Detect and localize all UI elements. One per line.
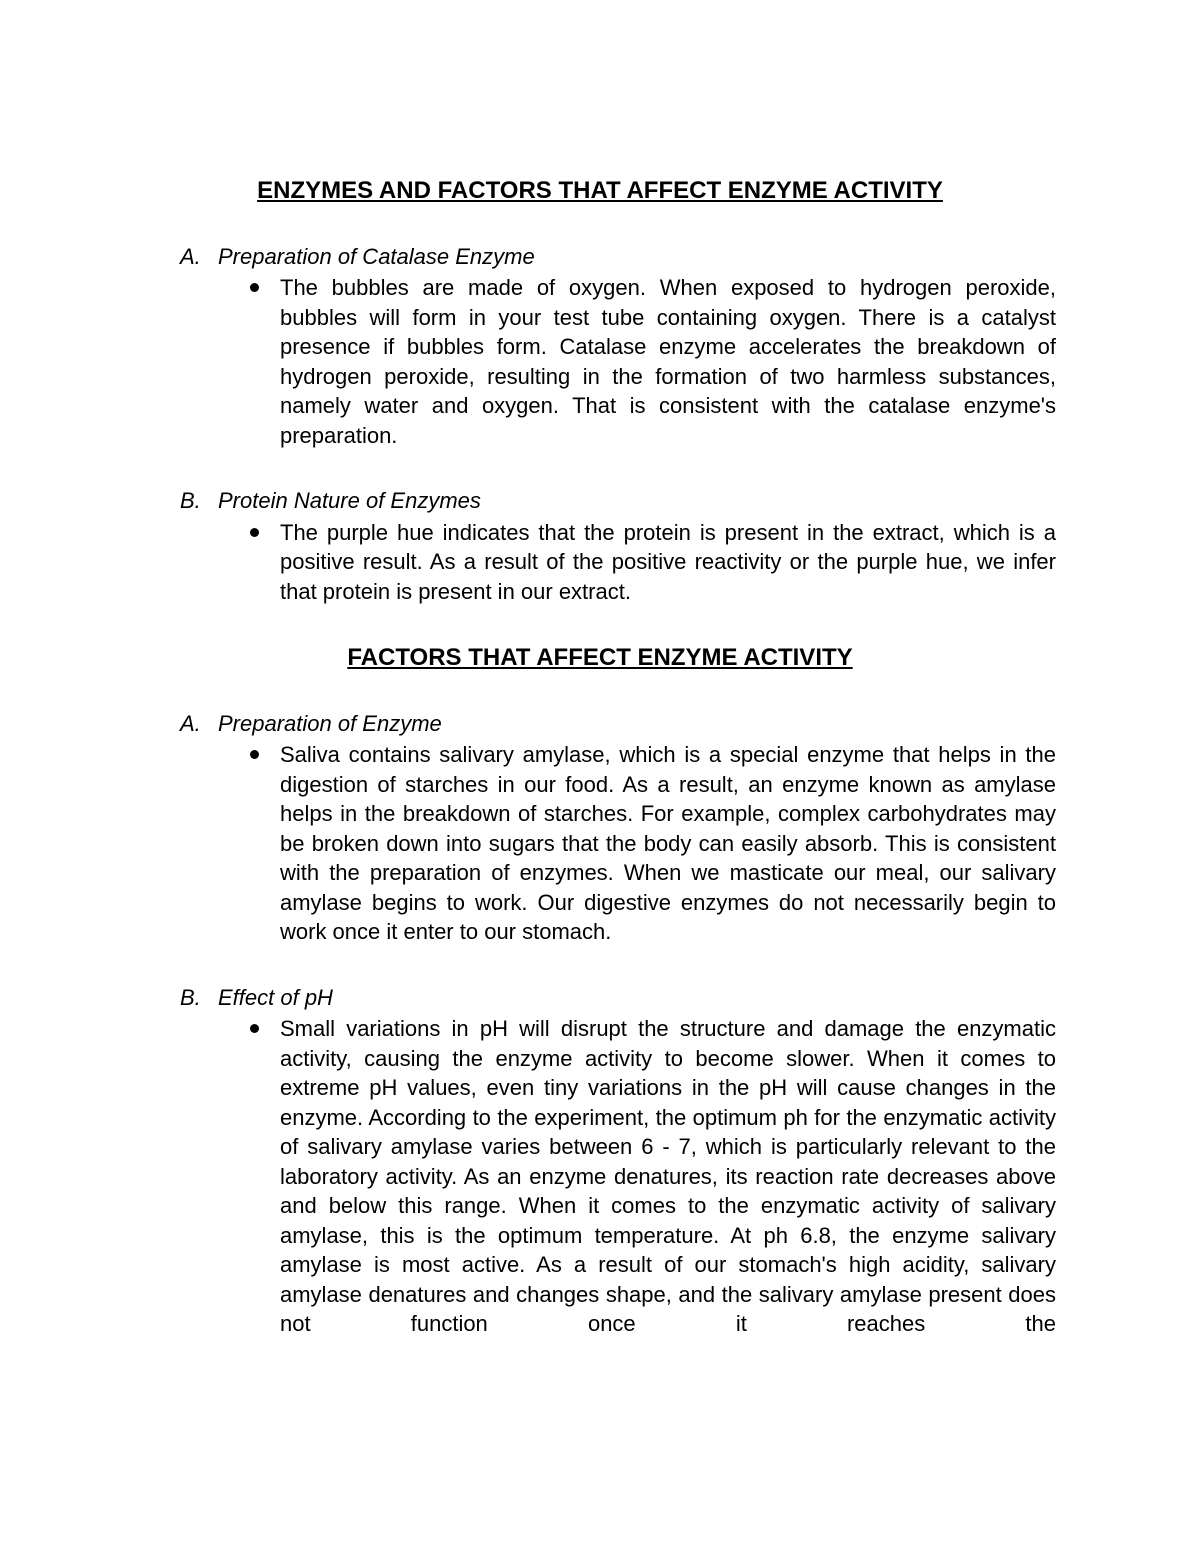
bullet-item-catalase (280, 273, 1056, 450)
bullet-paragraph: Saliva contains salivary amylase, which is a special enzyme that helps in the digestion of starches in our food. As a result, an enzyme known as amylase helps in the breakdown of starches. For example, complex carbohydrates may be broken down into sugars that the body can easily absorb. This is consistent with the preparation of enzymes. When we masticate our meal, our salivary amylase begins to work. Our digestive enzymes do not necessarily begin to work once it enter to our stomach. (280, 742, 1056, 944)
bullet-paragraph: The bubbles are made of oxygen. When exposed to hydrogen peroxide, bubbles will form in your test tube containing oxygen. There is a catalyst presence if bubbles form. Catalase enzyme accelerates the breakdown of hydrogen peroxide, resulting in the formation of two harmless substances, namely water and oxygen. That is consistent with the catalase enzyme's preparation. (280, 275, 1056, 448)
bullet-paragraph: Small variations in pH will disrupt the structure and damage the enzymatic activity, causing the enzyme activity to become slower. When it comes to extreme pH values, even tiny variations in the pH will cause changes in the enzyme. According to the experiment, the optimum ph for the enzymatic activity of salivary amylase varies between 6 - 7, which is particularly relevant to the laboratory activity. As an enzyme denatures, its reaction rate decreases above and below this range. When it comes to the enzymatic activity of salivary amylase, this is the optimum temperature. At ph 6.8, the enzyme salivary amylase is most active. As a result of our stomach's high acidity, salivary amylase denatures and changes shape, and the salivary amylase present does not function once it reaches the (280, 1016, 1056, 1336)
section-label: B. (180, 984, 201, 1010)
bullet-item-enzyme-prep (280, 740, 1056, 947)
section-heading-ph (144, 983, 1056, 1013)
section-heading-enzyme-prep (144, 709, 1056, 739)
bullet-icon (250, 283, 259, 292)
main-title: ENZYMES AND FACTORS THAT AFFECT ENZYME ACTIVITY (257, 177, 943, 204)
section-label: B. (180, 488, 201, 513)
section-heading-catalase (144, 242, 1056, 272)
factors-title: FACTORS THAT AFFECT ENZYME ACTIVITY (347, 644, 853, 671)
section-heading-text: Preparation of Catalase Enzyme (218, 243, 535, 269)
bullet-icon (250, 1024, 259, 1033)
section-label: A. (180, 243, 201, 269)
section-heading-text: Preparation of Enzyme (218, 710, 442, 736)
bullet-item-protein (280, 518, 1056, 607)
section-heading-protein (144, 486, 1056, 516)
bullet-paragraph: The purple hue indicates that the protein is present in the extract, which is a positive result. As a result of the positive reactivity or the purple hue, we infer that protein is present in our extract. (280, 519, 1056, 604)
bullet-icon (250, 750, 259, 759)
section-heading-text: Protein Nature of Enzymes (218, 488, 481, 513)
section-label: A. (180, 710, 201, 736)
bullet-icon (250, 528, 259, 537)
bullet-item-ph (280, 1014, 1056, 1339)
section-heading-text: Effect of pH (218, 984, 333, 1010)
